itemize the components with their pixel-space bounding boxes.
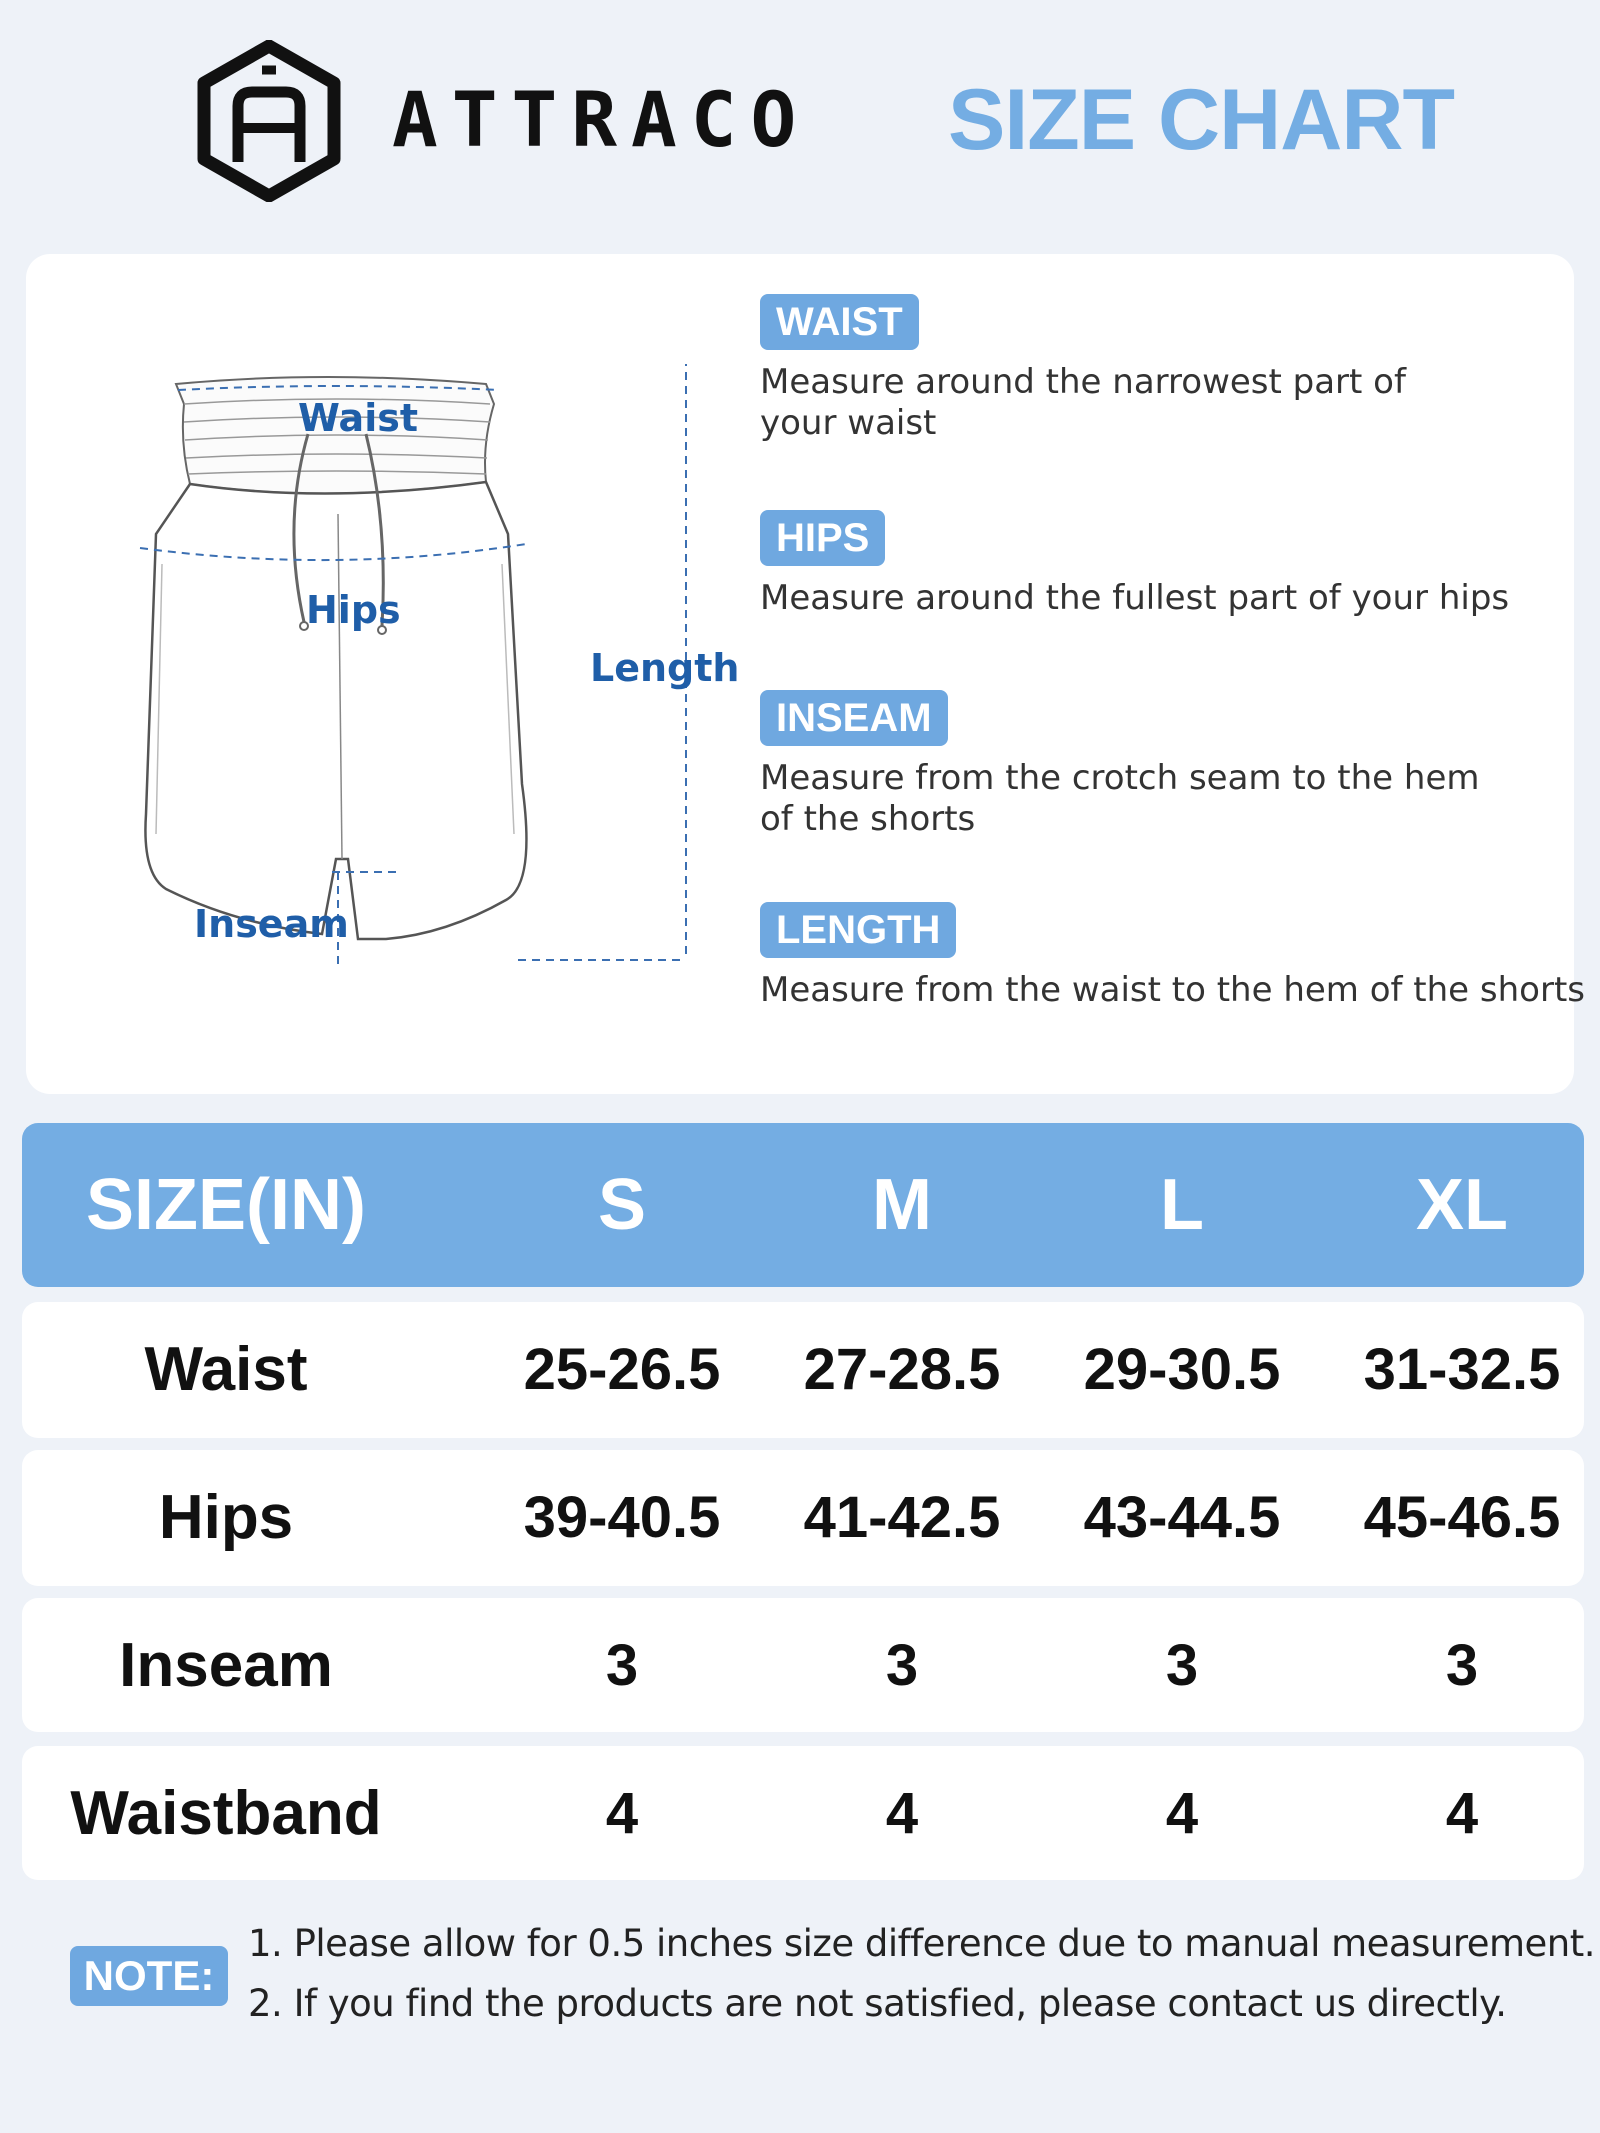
header-size-l: L — [1160, 1165, 1204, 1245]
diagram-label-inseam: Inseam — [194, 902, 349, 946]
guide-description: Measure from the waist to the hem of the shorts — [760, 970, 1585, 1010]
row-label: Waist — [144, 1335, 308, 1404]
measurement-guide-card — [26, 254, 1585, 1094]
row-value: 41-42.5 — [803, 1485, 1001, 1550]
row-value: 31-32.5 — [1363, 1337, 1561, 1402]
guide-tag: WAIST — [760, 294, 919, 350]
guide-description: Measure around the fullest part of your hips — [760, 578, 1510, 618]
row-label: Hips — [158, 1483, 294, 1552]
row-value: 3 — [885, 1633, 919, 1698]
diagram-label-waist: Waist — [298, 396, 419, 440]
header-size-xl: XL — [1415, 1165, 1508, 1245]
brand-logo-icon — [196, 40, 342, 202]
note-list — [248, 1914, 1596, 2034]
row-value: 4 — [1445, 1781, 1479, 1846]
row-value: 27-28.5 — [803, 1337, 1001, 1402]
guide-tag: INSEAM — [760, 690, 948, 746]
row-value: 39-40.5 — [523, 1485, 721, 1550]
table-row-inseam — [22, 1598, 1584, 1732]
page-title: SIZE CHART — [948, 72, 1454, 168]
row-value: 3 — [1165, 1633, 1199, 1698]
guide-description: Measure around the narrowest part of your waist — [760, 362, 1406, 443]
diagram-label-length: Length — [590, 646, 740, 690]
row-value: 43-44.5 — [1083, 1485, 1281, 1550]
row-value: 25-26.5 — [523, 1337, 721, 1402]
page-header — [0, 0, 1600, 240]
row-value: 3 — [605, 1633, 639, 1698]
row-label: Inseam — [119, 1631, 333, 1700]
header-size-unit: SIZE(IN) — [86, 1165, 366, 1245]
header-size-m: M — [872, 1165, 932, 1245]
row-value: 4 — [1165, 1781, 1199, 1846]
table-row-hips — [22, 1450, 1584, 1586]
diagram-label-hips: Hips — [306, 588, 401, 632]
row-value: 4 — [605, 1781, 639, 1846]
guide-tag: HIPS — [760, 510, 885, 566]
note-line: 1. Please allow for 0.5 inches size difference due to manual measurement. — [248, 1922, 1596, 1965]
header-size-s: S — [597, 1165, 647, 1245]
guide-waist — [760, 294, 1560, 444]
table-row-waistband — [22, 1746, 1584, 1880]
note-line: 2. If you find the products are not satisfied, please contact us directly. — [248, 1982, 1507, 2025]
table-row-waist — [22, 1302, 1584, 1438]
guide-inseam — [760, 690, 1560, 840]
guide-length — [760, 902, 1585, 1011]
guide-hips — [760, 510, 1560, 619]
row-value: 45-46.5 — [1363, 1485, 1561, 1550]
size-table-header — [22, 1123, 1584, 1287]
row-label: Waistband — [70, 1779, 382, 1848]
note-badge: NOTE: — [70, 1946, 228, 2006]
row-value: 4 — [885, 1781, 919, 1846]
row-value: 29-30.5 — [1083, 1337, 1281, 1402]
guide-description: Measure from the crotch seam to the hem of the shorts — [760, 758, 1480, 839]
brand-name: ATTRACO — [392, 75, 811, 164]
row-value: 3 — [1445, 1633, 1479, 1698]
guide-tag: LENGTH — [760, 902, 956, 958]
